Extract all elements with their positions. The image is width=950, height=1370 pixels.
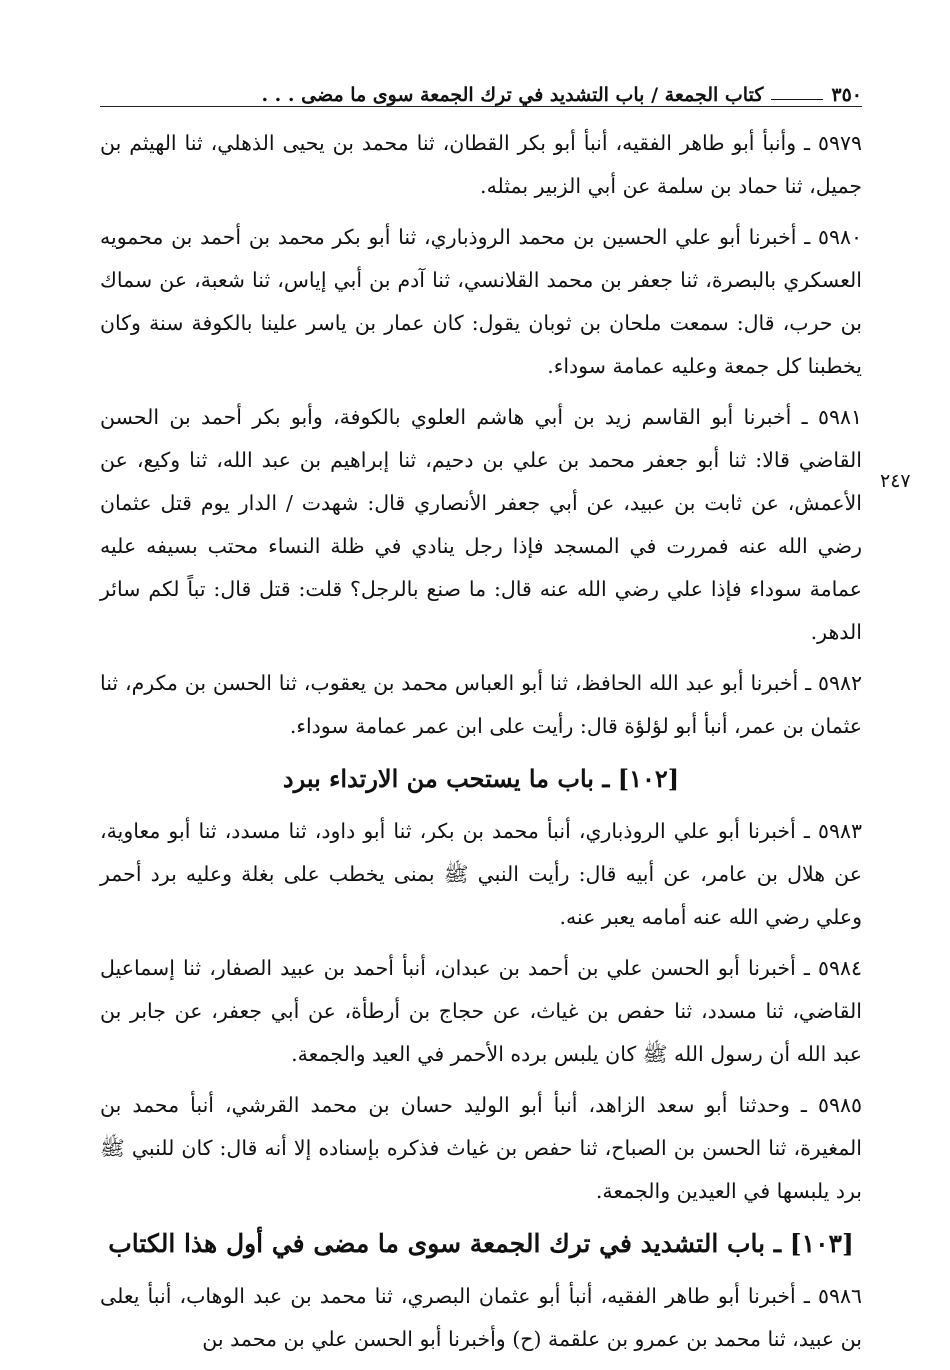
page-number: ٣٥٠ <box>831 84 862 106</box>
hadith-paragraph: ٥٩٧٩ ـ وأنبأ أبو طاهر الفقيه، أنبأ أبو بكر القطان، ثنا محمد بن يحيى الذهلي، ثنا الهيثم بن جميل، ثنا حماد بن سلمة عن أبي الزبير بمثله. <box>100 131 862 198</box>
hadith-paragraph: ٥٩٨٥ ـ وحدثنا أبو سعد الزاهد، أنبأ أبو الوليد حسان بن محمد القرشي، أنبأ محمد بن المغيرة، ثنا الحسن بن الصباح، ثنا حفص بن غياث فذكره بإسناده إلا أنه قال: كان للنبي ﷺ برد يلبسها في العيدين والجمعة. <box>100 1093 862 1203</box>
manuscript-page-marker: ٢٤٧ <box>880 470 911 492</box>
hadith-paragraph: ٥٩٨٦ ـ أخبرنا أبو طاهر الفقيه، أنبأ أبو عثمان البصري، ثنا محمد بن عبد الوهاب، أنبأ يعلى بن عبيد، ثنا محمد بن عمرو بن علقمة (ح) وأخبرنا أبو الحسن علي بن محمد بن <box>100 1284 862 1351</box>
hadith-paragraph: ٥٩٨٢ ـ أخبرنا أبو عبد الله الحافظ، ثنا أبو العباس محمد بن يعقوب، ثنا الحسن بن مكرم، ثنا عثمان بن عمر، أنبأ أبو لؤلؤة قال: رأيت على ابن عمر عمامة سوداء. <box>100 671 862 738</box>
running-header <box>100 70 862 106</box>
chapter-heading-103: [١٠٣] ـ باب التشديد في ترك الجمعة سوى ما مضى في أول هذا الكتاب <box>108 1229 854 1258</box>
running-title: كتاب الجمعة / باب التشديد في ترك الجمعة سوى ما مضى . . . <box>261 84 764 106</box>
header-divider <box>100 106 862 107</box>
hadith-paragraph: ٥٩٨٣ ـ أخبرنا أبو علي الروذباري، أنبأ محمد بن بكر، ثنا أبو داود، ثنا مسدد، ثنا أبو معاوية، عن هلال بن عامر، عن أبيه قال: رأيت النبي ﷺ بمنى يخطب على بغلة وعليه برد أحمر وعلي رضي الله عنه أمامه يعبر عنه. <box>100 819 862 929</box>
hadith-paragraph: ٥٩٨٤ ـ أخبرنا أبو الحسن علي بن أحمد بن عبدان، أنبأ أحمد بن عبيد الصفار، ثنا إسماعيل القاضي، ثنا مسدد، ثنا حفص بن غياث، عن حجاج بن أرطأة، عن أبي جعفر، عن جابر بن عبد الله أن رسول الله ﷺ كان يلبس برده الأحمر في العيد والجمعة. <box>100 956 862 1066</box>
hadith-paragraph: ٥٩٨١ ـ أخبرنا أبو القاسم زيد بن أبي هاشم العلوي بالكوفة، وأبو بكر أحمد بن الحسن القاضي قالا: ثنا أبو جعفر محمد بن علي بن دحيم، ثنا إبراهيم بن عبد الله، ثنا وكيع، عن الأعمش، عن ثابت بن عبيد، عن أبي جعفر الأنصاري قال: شهدت / الدار يوم قتل عثمان رضي الله عنه فمررت في المسجد فإذا رجل ينادي في ظلة النساء محتب بسيفه عليه عمامة سوداء فإذا علي رضي الله عنه قال: ما صنع بالرجل؟ قلت: قتل قال: تباً لكم سائر الدهر. <box>100 405 862 644</box>
chapter-heading-102: [١٠٢] ـ باب ما يستحب من الارتداء ببرد <box>282 764 680 793</box>
hadith-paragraph: ٥٩٨٠ ـ أخبرنا أبو علي الحسين بن محمد الروذباري، ثنا أبو بكر محمد بن أحمد بن محمويه العسكري بالبصرة، ثنا جعفر بن محمد القلانسي، ثنا آدم بن أبي إياس، ثنا شعبة، عن سماك بن حرب، قال: سمعت ملحان بن ثوبان يقول: كان عمار بن ياسر علينا بالكوفة سنة وكان يخطبنا كل جمعة وعليه عمامة سوداء. <box>100 225 862 378</box>
main-text <box>100 122 862 1369</box>
header-rule <box>771 99 823 100</box>
